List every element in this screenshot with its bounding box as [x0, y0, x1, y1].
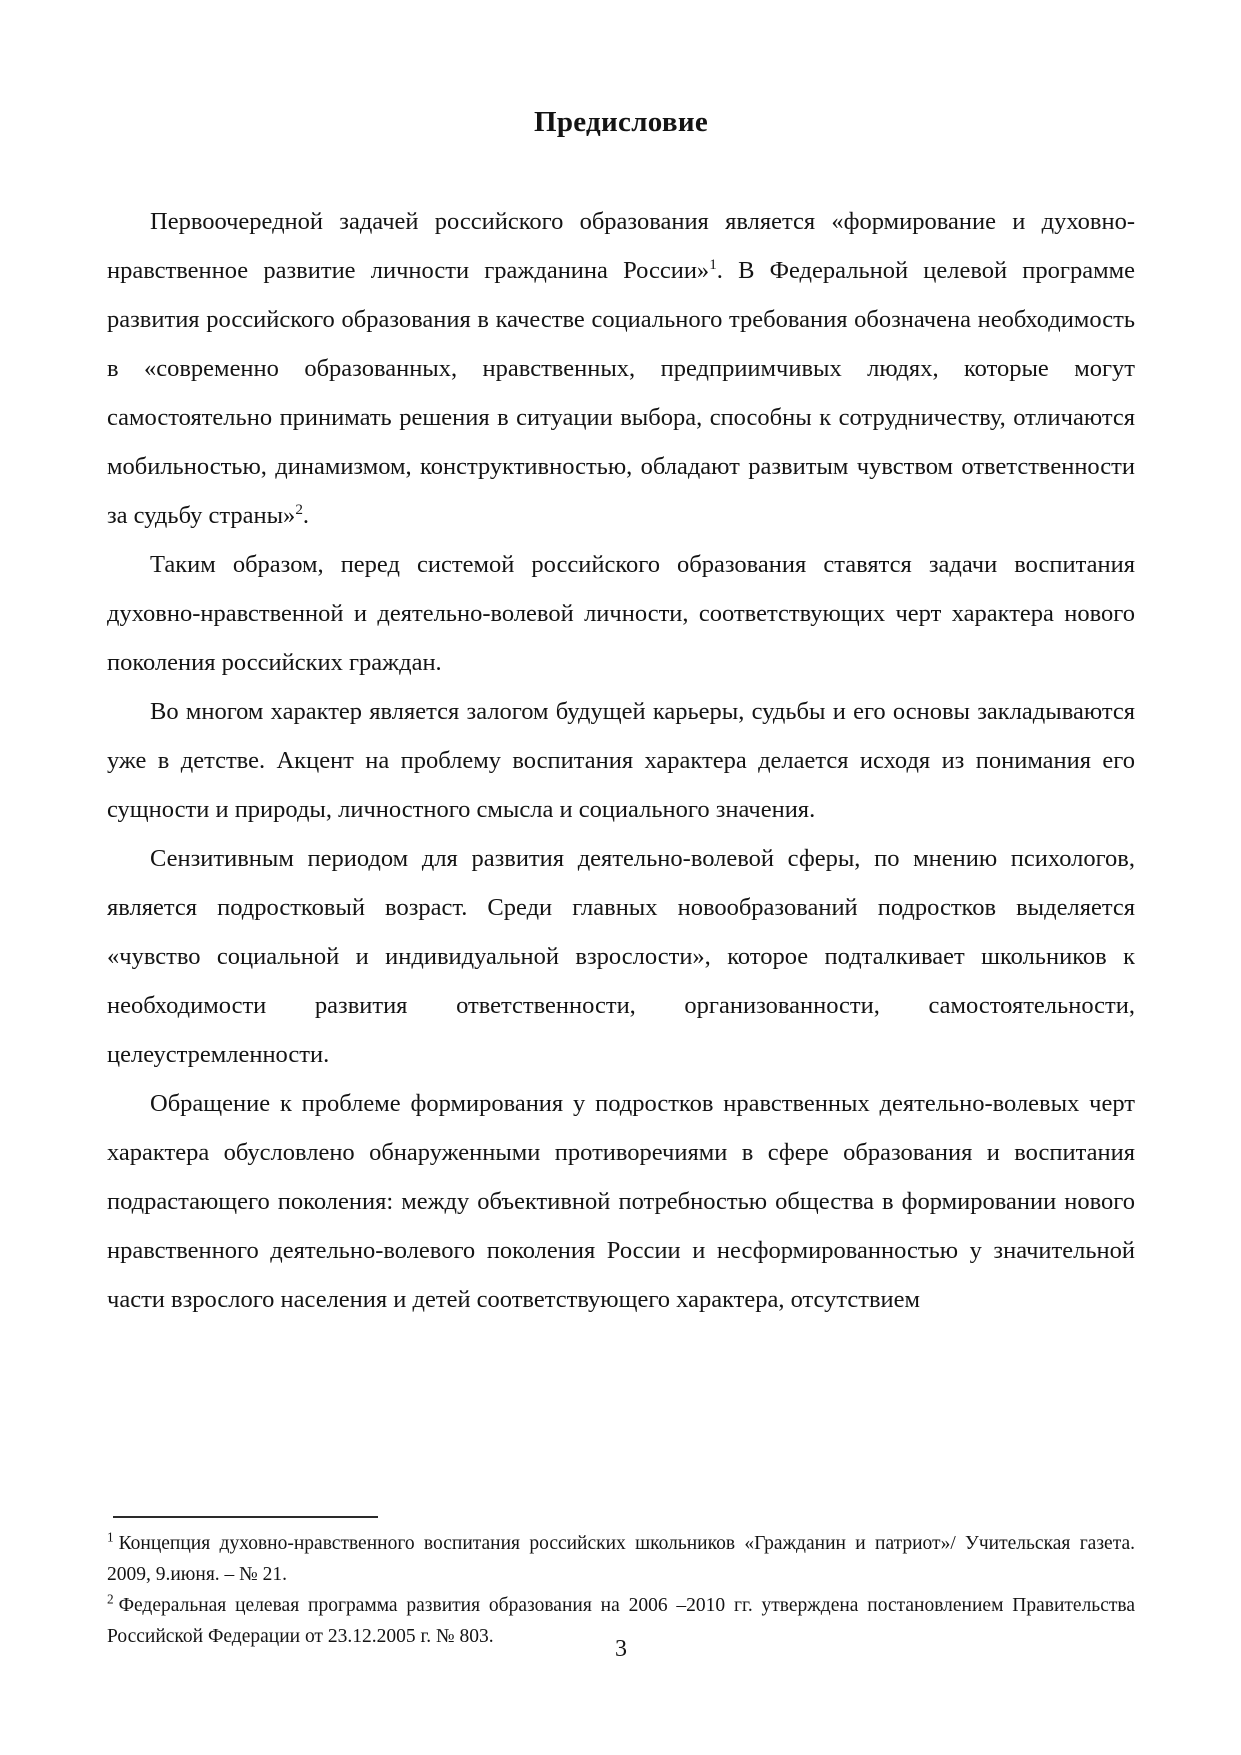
footnote-1-marker: 1 — [107, 1529, 114, 1545]
paragraph-3: Во многом характер является залогом будущей карьеры, судьбы и его основы закладываются уже в детстве. Акцент на проблему воспитания характера делается исходя из понимания его сущности и природы, личностного смысла и социального значения. — [107, 698, 1135, 823]
paragraph-4: Сензитивным периодом для развития деятельно-волевой сферы, по мнению психологов, является подростковый возраст. Среди главных новообразований подростков выделяется «чувство социальной и индивидуальной взрослости», которое подталкивает школьников к необходимости развития ответственности, организованности, самостоятельности, целеустремленности. — [107, 845, 1135, 1068]
footnote-1-text: Концепция духовно-нравственного воспитания российских школьников «Гражданин и патриот»/ Учительская газета. 2009, 9.июня. – № 21. — [107, 1533, 1135, 1585]
footnote-ref-2: 2 — [295, 500, 303, 518]
footnote-ref-1: 1 — [709, 255, 717, 273]
paragraph-1-text-c: . — [302, 502, 310, 529]
footnotes-section — [107, 1516, 1135, 1652]
footnote-1 — [107, 1528, 1135, 1590]
paragraph-2: Таким образом, перед системой российского образования ставятся задачи воспитания духовно-нравственной и деятельно-волевой личности, соответствующих черт характера нового поколения российских граждан. — [107, 551, 1135, 676]
page-number: 3 — [615, 1636, 627, 1662]
footnote-2-text: Федеральная целевая программа развития образования на 2006 –2010 гг. утверждена постановлением Правительства Российской Федерации от 23.12.2005 г. № 803. — [107, 1595, 1135, 1647]
paragraph-1-text-b: . В Федеральной целевой программе развития российского образования в качестве социального требования обозначена необходимость в «современно образованных, нравственных, предприимчивых людях, которые могут самостоятельно принимать решения в ситуации выбора, способны к сотрудничеству, отличаются мобильностью, динамизмом, конструктивностью, обладают развитым чувством ответственности за судьбу страны» — [107, 257, 1135, 529]
paragraph-1-text-a: Первоочередной задачей российского образования является «формирование и духовно-нравственное развитие личности гражданина России» — [107, 208, 1135, 284]
document-body — [107, 197, 1135, 1324]
footnote-2-marker: 2 — [107, 1591, 114, 1607]
paragraph-1 — [107, 197, 1135, 540]
page-title: Предисловие — [533, 106, 708, 138]
footnote-separator — [113, 1516, 378, 1518]
paragraph-5: Обращение к проблеме формирования у подростков нравственных деятельно-волевых черт характера обусловлено обнаруженными противоречиями в сфере образования и воспитания подрастающего поколения: между объективной потребностью общества в формировании нового нравственного деятельно-волевого поколения России и несформированностью у значительной части взрослого населения и детей соответствующего характера, отсутствием — [107, 1090, 1135, 1313]
